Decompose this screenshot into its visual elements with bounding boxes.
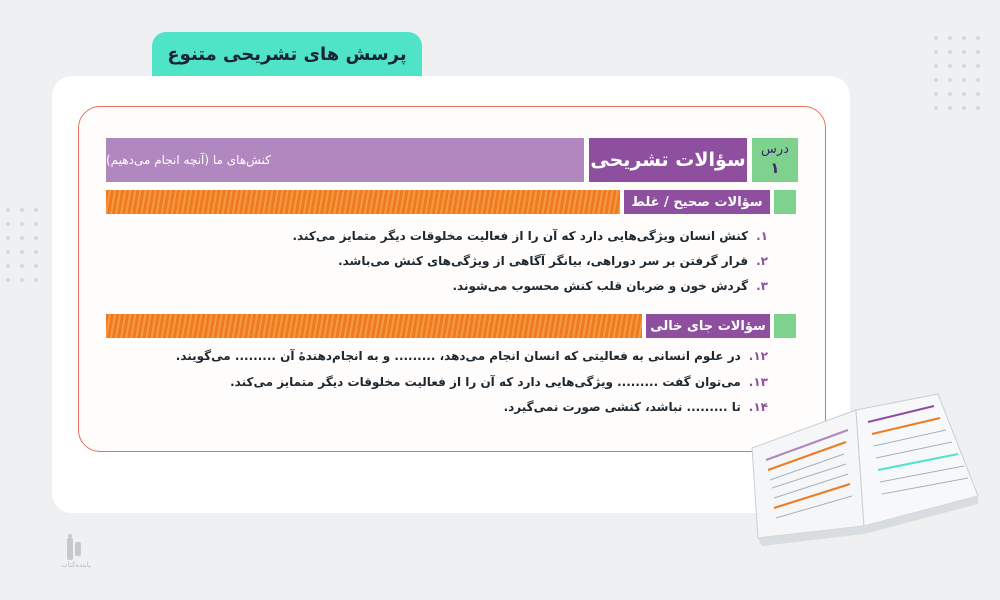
decorative-dot	[948, 50, 952, 54]
decorative-dot	[948, 92, 952, 96]
decorative-dot	[976, 106, 980, 110]
decorative-dot	[962, 106, 966, 110]
question-item	[292, 229, 768, 243]
decorative-dot	[20, 250, 24, 254]
decorative-dot	[6, 236, 10, 240]
decorative-dot	[962, 50, 966, 54]
chapter-title-bar	[106, 138, 584, 182]
decorative-dot	[948, 64, 952, 68]
lesson-badge	[752, 138, 798, 182]
decorative-dot	[20, 208, 24, 212]
decorative-dot	[6, 222, 10, 226]
section-marker	[774, 190, 796, 214]
decorative-dot	[34, 250, 38, 254]
decorative-dot	[948, 78, 952, 82]
decorative-dot	[6, 278, 10, 282]
open-book-illustration	[748, 388, 980, 548]
lesson-number: ۱	[770, 159, 780, 177]
header-tag: پرسش های تشریحی متنوع	[152, 32, 422, 76]
decorative-dot	[962, 92, 966, 96]
decorative-dot	[962, 78, 966, 82]
decorative-dot	[34, 278, 38, 282]
decorative-dot	[6, 264, 10, 268]
decorative-dot	[34, 236, 38, 240]
question-item	[176, 349, 768, 363]
question-number: ۱۲.	[748, 349, 768, 363]
decorative-dot	[962, 64, 966, 68]
decorative-dot	[962, 36, 966, 40]
decorative-dot	[934, 106, 938, 110]
brand-text: پاینده‌کتاب	[61, 561, 91, 569]
decorative-dot	[976, 64, 980, 68]
decorative-dot	[948, 36, 952, 40]
question-item	[452, 279, 768, 293]
question-number: ۱۳.	[748, 375, 768, 389]
decorative-dot	[934, 64, 938, 68]
decorative-dot	[934, 36, 938, 40]
section-stripe	[106, 190, 620, 214]
decorative-dot	[976, 92, 980, 96]
decorative-dot	[934, 92, 938, 96]
question-number: ۱۴.	[748, 400, 768, 414]
question-text: تا ......... نباشد، کنشی صورت نمی‌گیرد.	[503, 400, 741, 414]
decorative-dot	[34, 264, 38, 268]
main-title: سؤالات تشریحی	[589, 138, 747, 182]
question-number: ۲.	[756, 254, 768, 268]
question-text: گردش خون و ضربان قلب کنش محسوب می‌شوند.	[452, 279, 749, 293]
decorative-dot	[20, 264, 24, 268]
question-text: در علوم انسانی به فعالیتی که انسان انجام می‌دهد، ......... و به انجام‌دهندهٔ آن ......... می‌گویند.	[175, 349, 741, 363]
brand-logo-icon	[55, 532, 95, 582]
decorative-dot	[20, 278, 24, 282]
question-item	[338, 254, 768, 268]
section-title-fill-blank: سؤالات جای خالی	[646, 314, 770, 338]
decorative-dot	[976, 78, 980, 82]
lesson-label: درس	[761, 142, 789, 157]
decorative-dot	[20, 236, 24, 240]
question-number: ۳.	[756, 279, 768, 293]
section-marker	[774, 314, 796, 338]
question-text: می‌توان گفت ......... ویژگی‌هایی دارد که آن را از فعالیت مخلوقات دیگر متمایز می‌کند.	[230, 375, 741, 389]
decorative-dot	[6, 208, 10, 212]
decorative-dot	[34, 222, 38, 226]
question-text: قرار گرفتن بر سر دوراهی، بیانگر آگاهی از ویژگی‌های کنش می‌باشد.	[338, 254, 749, 268]
decorative-dot	[934, 78, 938, 82]
decorative-dot	[976, 36, 980, 40]
question-item	[504, 400, 768, 414]
section-stripe	[106, 314, 642, 338]
decorative-dot	[948, 106, 952, 110]
question-number: ۱.	[756, 229, 768, 243]
decorative-dot	[976, 50, 980, 54]
decorative-dot	[34, 208, 38, 212]
question-text: کنش انسان ویژگی‌هایی دارد که آن را از فعالیت مخلوقات دیگر متمایز می‌کند.	[292, 229, 749, 243]
question-item	[230, 375, 768, 389]
decorative-dot	[934, 50, 938, 54]
decorative-dot	[20, 222, 24, 226]
section-title-true-false: سؤالات صحیح / غلط	[624, 190, 770, 214]
chapter-title: کنش‌های ما (آنچه انجام می‌دهیم)	[106, 153, 271, 167]
decorative-dot	[6, 250, 10, 254]
